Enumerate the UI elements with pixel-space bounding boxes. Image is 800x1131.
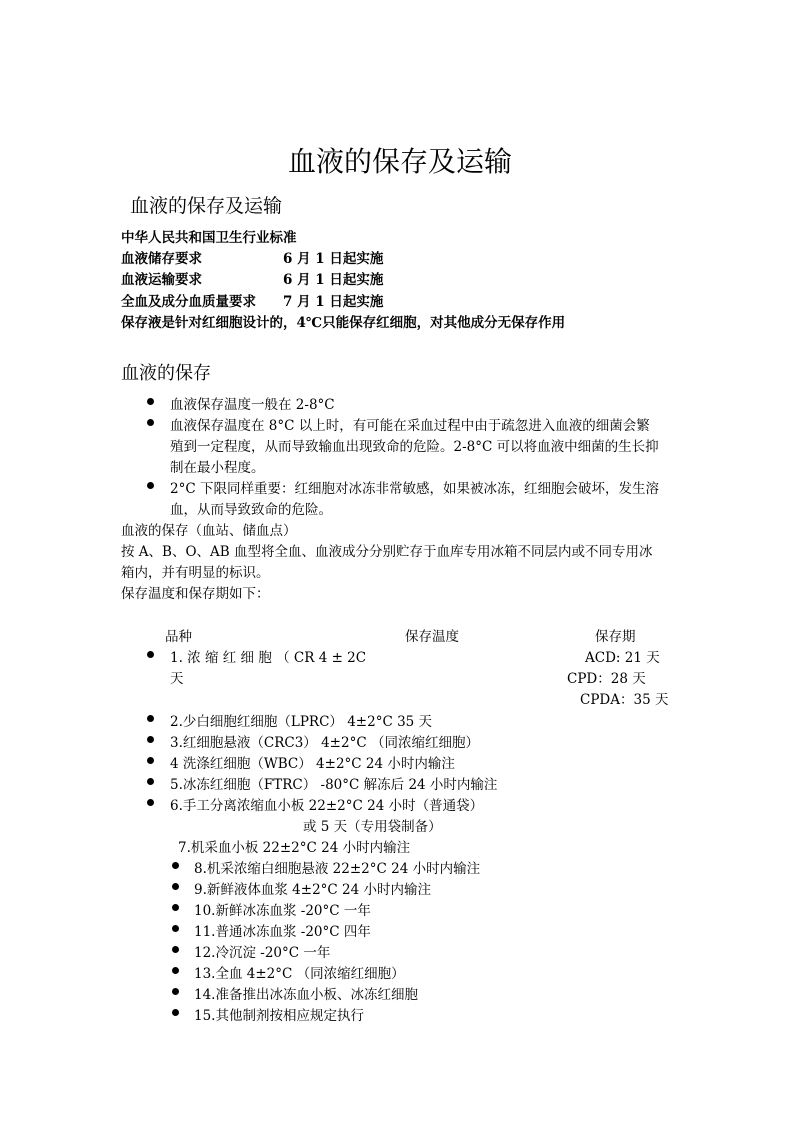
bullet-icon [147, 419, 154, 426]
table-item: 1. 浓 缩 红 细 胞 （ CR 4 ± 2C [170, 650, 367, 666]
table-item-period: CPDA：35 天 [580, 692, 669, 708]
bullet-icon [172, 904, 179, 911]
storage-para: 保存温度和保存期如下： [121, 586, 270, 602]
storage-para: 箱内，并有明显的标识。 [121, 565, 270, 581]
storage-bullet-cont: 血，从而导致致命的危险。 [170, 502, 332, 518]
storage-heading: 血液的保存 [121, 363, 211, 384]
table-row: 3.红细胞悬液（CRC3） 4±2°C （同浓缩红细胞） [170, 735, 479, 751]
bullet-icon [147, 778, 154, 785]
table-row: 9.新鲜液体血浆 4±2°C 24 小时内输注 [194, 882, 432, 898]
table-item-period: ACD: 21 天 [585, 650, 660, 666]
bullet-icon [172, 988, 179, 995]
bullet-icon [147, 715, 154, 722]
standard-name: 血液储存要求 [121, 251, 202, 267]
bullet-icon [147, 651, 154, 658]
bullet-icon [147, 799, 154, 806]
table-item-period: CPD：28 天 [567, 671, 646, 687]
table-row: 14.准备推出冰冻血小板、冰冻红细胞 [194, 987, 418, 1003]
table-row: 10.新鲜冰冻血浆 -20°C 一年 [194, 903, 371, 919]
standard-date: 6 月 1 日起实施 [283, 272, 384, 288]
table-row: 11.普通冰冻血浆 -20°C 四年 [194, 924, 371, 940]
table-row: 12.冷沉淀 -20°C 一年 [194, 945, 331, 961]
table-row: 15.其他制剂按相应规定执行 [194, 1008, 364, 1024]
table-row: 13.全血 4±2°C （同浓缩红细胞） [194, 966, 405, 982]
bullet-icon [172, 883, 179, 890]
storage-para: 按 A、B、O、AB 血型将全血、血液成分分别贮存于血库专用冰箱不同层内或不同专用冰 [121, 544, 653, 560]
bullet-icon [147, 398, 154, 405]
bullet-icon [172, 862, 179, 869]
table-row-cont: 或 5 天（专用袋制备） [303, 819, 442, 835]
storage-bullet: 血液保存温度一般在 2-8°C [170, 397, 335, 413]
table-header: 保存温度 [405, 629, 459, 645]
bullet-icon [147, 757, 154, 764]
bullet-icon [172, 946, 179, 953]
subtitle: 血液的保存及运输 [130, 195, 283, 217]
storage-bullet: 血液保存温度在 8°C 以上时，有可能在采血过程中由于疏忽进入血液的细菌会繁 [170, 418, 650, 434]
standards-heading: 中华人民共和国卫生行业标准 [121, 230, 297, 246]
bullet-icon [172, 925, 179, 932]
standard-name: 全血及成分血质量要求 [121, 294, 256, 310]
table-row: 7.机采血小板 22±2°C 24 小时内输注 [178, 840, 411, 856]
page-title: 血液的保存及运输 [287, 145, 512, 178]
storage-bullet: 2°C 下限同样重要：红细胞对冰冻非常敏感，如果被冰冻，红细胞会破坏，发生溶 [170, 481, 659, 497]
table-row: 5.冰冻红细胞（FTRC） -80°C 解冻后 24 小时内输注 [170, 777, 498, 793]
storage-bullet-cont: 制在最小程度。 [170, 460, 265, 476]
bullet-icon [147, 482, 154, 489]
bullet-icon [172, 967, 179, 974]
table-header: 品种 [165, 629, 192, 645]
standards-note: 保存液是针对红细胞设计的，4℃只能保存红细胞，对其他成分无保存作用 [121, 315, 566, 331]
bullet-icon [172, 1009, 179, 1016]
standard-name: 血液运输要求 [121, 272, 202, 288]
storage-bullet-cont: 殖到一定程度，从而导致输血出现致命的危险。2-8°C 可以将血液中细菌的生长抑 [170, 439, 659, 455]
table-row: 8.机采浓缩白细胞悬液 22±2°C 24 小时内输注 [194, 861, 481, 877]
table-row: 2.少白细胞红细胞（LPRC） 4±2°C 35 天 [170, 714, 433, 730]
standard-date: 7 月 1 日起实施 [283, 294, 384, 310]
table-item-cont: 天 [170, 671, 184, 687]
storage-para: 血液的保存（血站、储血点） [121, 523, 297, 539]
table-header: 保存期 [595, 629, 636, 645]
table-row: 4 洗涤红细胞（WBC） 4±2°C 24 小时内输注 [170, 756, 455, 772]
bullet-icon [147, 736, 154, 743]
table-row: 6.手工分离浓缩血小板 22±2°C 24 小时（普通袋） [170, 798, 484, 814]
standard-date: 6 月 1 日起实施 [283, 251, 384, 267]
